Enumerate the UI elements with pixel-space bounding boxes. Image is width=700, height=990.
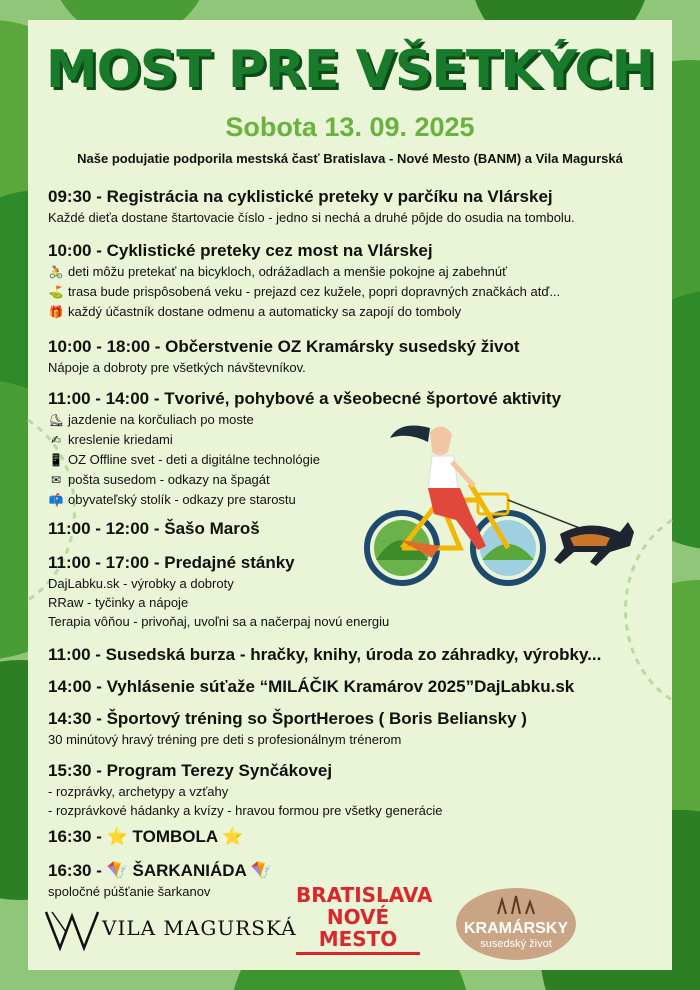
program-line: deti môžu pretekať na bicykloch, odrážadlach a menšie pokojne aj zabehnúť	[68, 264, 508, 279]
program-item	[48, 552, 658, 631]
program-heading: 14:00 - Vyhlásenie súťaže “MILÁČIK Kramárov 2025”DajLabku.sk	[48, 677, 575, 696]
tombola-item	[48, 826, 658, 848]
program-item	[48, 336, 658, 377]
program-item	[48, 186, 658, 227]
program-line: jazdenie na korčuliach po moste	[68, 412, 254, 427]
program-heading: 09:30 - Registrácia na cyklistické preteky v parčíku na Vlárskej	[48, 187, 553, 206]
program-line: trasa bude prispôsobená veku - prejazd cez kužele, popri dopravných značkách atď...	[68, 284, 561, 299]
logo-line-1: BRATISLAVA	[296, 883, 433, 907]
program-heading: 11:00 - 14:00 - Tvorivé, pohybové a všeobecné športové aktivity	[48, 389, 562, 408]
program-line: Každé dieťa dostane štartovacie číslo - jedno si nechá a druhé pôjde do osudia na tombolu.	[48, 210, 575, 225]
star-icon: ⭐	[222, 827, 244, 847]
vila-magurska-logo-text: VILA MAGURSKÁ	[102, 916, 297, 940]
bratislava-nove-mesto-logo	[296, 883, 433, 955]
program-line: obyvateľský stolík - odkazy pre starostu	[68, 492, 296, 507]
envelope-icon: ✉	[50, 473, 62, 487]
sarkaniada-time: 16:30 -	[48, 861, 102, 880]
program-line: Nápoje a dobroty pre všetkých návštevníkov.	[48, 360, 306, 375]
logo-line-2: NOVÉ MESTO	[318, 905, 398, 951]
program-line: DajLabku.sk - výrobky a dobroty	[48, 576, 234, 591]
kramarsky-name: KRAMÁRSKY	[464, 920, 568, 937]
logo-underline	[296, 952, 420, 955]
program-line: OZ Offline svet - deti a digitálne technológie	[68, 452, 320, 467]
program-item	[48, 388, 658, 510]
program-line: 30 minútový hravý tréning pre deti s profesionálnym trénerom	[48, 732, 402, 747]
kramarsky-subtitle: susedský život	[480, 938, 552, 950]
program-item	[48, 518, 658, 540]
program-line: Terapia vôňou - privoňaj, uvoľni sa a načerpaj novú energiu	[48, 614, 390, 629]
program-item	[48, 240, 658, 322]
program-line: pošta susedom - odkazy na špagát	[68, 472, 270, 487]
program-line: - rozprávkové hádanky a kvízy - hravou formou pre všetky generácie	[48, 803, 443, 818]
vila-magurska-monogram	[46, 912, 98, 948]
program-item	[48, 676, 658, 698]
roller-skate-icon: ⛸	[48, 413, 64, 427]
program-heading: 15:30 - Program Terezy Synčákovej	[48, 761, 333, 780]
event-date: Sobota 13. 09. 2025	[225, 112, 475, 142]
program-item	[48, 644, 658, 666]
intro-text: Naše podujatie podporila mestská časť Bratislava - Nové Mesto (BANM) a Vila Magurská	[77, 151, 623, 166]
program-line: kreslenie kriedami	[68, 432, 173, 447]
sarkaniada-label: ŠARKANIÁDA	[132, 861, 247, 880]
program-heading: 11:00 - Susedská burza - hračky, knihy, úroda zo záhradky, výrobky...	[48, 645, 602, 664]
cyclist-icon: 🚴	[48, 265, 64, 279]
tombola-time: 16:30 -	[48, 827, 102, 846]
kite-icon: 🪁	[250, 861, 273, 881]
program-item	[48, 760, 658, 820]
program-heading: 11:00 - 12:00 - Šašo Maroš	[48, 519, 260, 538]
page-title: MOST PRE VŠETKÝCH	[45, 40, 655, 100]
mailbox-icon: 📫	[48, 493, 64, 507]
phone-icon: 📱	[48, 453, 64, 467]
program-line: RRaw - tyčinky a nápoje	[48, 595, 189, 610]
kite-icon: 🪁	[106, 861, 128, 881]
star-icon: ⭐	[106, 827, 128, 847]
sarkaniada-subtext: spoločné púšťanie šarkanov	[48, 884, 211, 899]
program-line: každý účastník dostane odmenu a automaticky sa zapojí do tomboly	[68, 304, 462, 319]
program-heading: 14:30 - Športový tréning so ŠportHeroes ( Boris Beliansky )	[48, 709, 527, 728]
writing-hand-icon: ✍	[50, 433, 62, 447]
program-heading: 10:00 - 18:00 - Občerstvenie OZ Kramársky susedský život	[48, 337, 520, 356]
tombola-label: TOMBOLA	[132, 827, 218, 846]
program-line: - rozprávky, archetypy a vzťahy	[48, 784, 229, 799]
kramarsky-logo	[454, 874, 578, 962]
golf-flag-icon: ⛳	[48, 285, 64, 299]
gift-icon: 🎁	[48, 305, 64, 319]
program-heading: 10:00 - Cyklistické preteky cez most na Vlárskej	[48, 241, 433, 260]
program-heading: 11:00 - 17:00 - Predajné stánky	[48, 553, 295, 572]
program-item	[48, 708, 658, 749]
